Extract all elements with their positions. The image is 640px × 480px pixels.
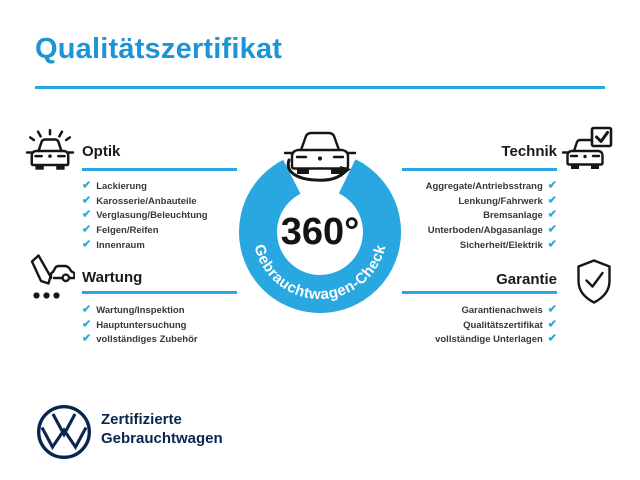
section-rule-optik: [82, 168, 237, 171]
checklist-item-label: Aggregate/Antriebsstrang: [425, 180, 543, 192]
checklist-item: [82, 194, 208, 209]
section-rule-wartung: [82, 291, 237, 294]
check-icon: ✔: [82, 179, 92, 192]
checklist-item: [435, 332, 557, 347]
checklist-item-label: Bremsanlage: [483, 210, 543, 222]
checklist-item-label: vollständige Unterlagen: [435, 334, 543, 346]
check-icon: ✔: [82, 238, 92, 251]
footer-brand-text: [101, 410, 223, 448]
service-note-icon: [23, 252, 75, 310]
page-title: Qualitätszertifikat: [35, 33, 283, 65]
checklist-item-label: Unterboden/Abgasanlage: [427, 224, 543, 236]
section-heading-technik: Technik: [501, 143, 557, 160]
checklist-item-label: Garantienachweis: [461, 304, 543, 316]
checklist-item-label: Wartung/Inspektion: [96, 304, 185, 316]
section-rule-technik: [402, 168, 557, 171]
checklist-item-label: Sicherheit/Elektrik: [459, 239, 543, 251]
footer-line2: Gebrauchtwagen: [101, 430, 223, 447]
check-icon: ✔: [82, 332, 92, 345]
section-heading-optik: Optik: [82, 143, 121, 160]
checklist-item-label: vollständiges Zubehör: [96, 334, 198, 346]
check-icon: ✔: [82, 318, 92, 331]
checklist-item: [458, 194, 557, 209]
technik-checklist: [426, 179, 557, 252]
checklist-item-label: Hauptuntersuchung: [96, 319, 187, 331]
optik-checklist: [82, 179, 208, 252]
checklist-item-label: Verglasung/Beleuchtung: [96, 210, 208, 222]
checklist-item-label: Karosserie/Anbauteile: [96, 195, 197, 207]
checklist-item: [82, 318, 198, 333]
shield-check-icon: [573, 257, 615, 309]
degree-label: 360°: [280, 211, 360, 253]
vw-logo: [35, 403, 93, 461]
check-icon: ✔: [547, 303, 557, 316]
checklist-item-label: Lenkung/Fahrwerk: [458, 195, 543, 207]
checklist-item-label: Lackierung: [96, 180, 147, 192]
section-heading-wartung: Wartung: [82, 269, 143, 286]
check-icon: ✔: [82, 194, 92, 207]
checklist-item: [428, 223, 557, 238]
checklist-item: [82, 179, 208, 194]
check-icon: ✔: [82, 303, 92, 316]
checklist-item: [82, 332, 198, 347]
check-icon: ✔: [547, 223, 557, 236]
footer-line1: Zertifizierte: [101, 411, 182, 428]
checklist-item: [82, 208, 208, 223]
checklist-item-label: Felgen/Reifen: [96, 224, 159, 236]
check-icon: ✔: [547, 318, 557, 331]
check-icon: ✔: [547, 332, 557, 345]
checklist-item: [82, 238, 208, 253]
checklist-item-label: Qualitätszertifikat: [463, 319, 543, 331]
checklist-item-label: Innenraum: [96, 239, 145, 251]
checklist-item: [460, 238, 557, 253]
check-icon: ✔: [82, 208, 92, 221]
check-icon: ✔: [547, 194, 557, 207]
car-shine-icon: [25, 126, 75, 178]
check-icon: ✔: [547, 179, 557, 192]
checklist-item: [82, 223, 208, 238]
title-divider: [35, 86, 605, 89]
checklist-item: [461, 303, 557, 318]
car-rotate-icon: [281, 122, 359, 188]
wartung-checklist: [82, 303, 198, 347]
check-icon: ✔: [547, 238, 557, 251]
checklist-item: [82, 303, 198, 318]
garantie-checklist: [435, 303, 557, 347]
checklist-item: [483, 208, 557, 223]
check-icon: ✔: [82, 223, 92, 236]
section-heading-garantie: Garantie: [496, 271, 557, 288]
car-check-icon: [561, 126, 615, 174]
checklist-item: [463, 318, 557, 333]
check-icon: ✔: [547, 208, 557, 221]
checklist-item: [426, 179, 557, 194]
section-rule-garantie: [402, 291, 557, 294]
ring-label: Gebrauchtwagen-Check: [250, 242, 390, 304]
